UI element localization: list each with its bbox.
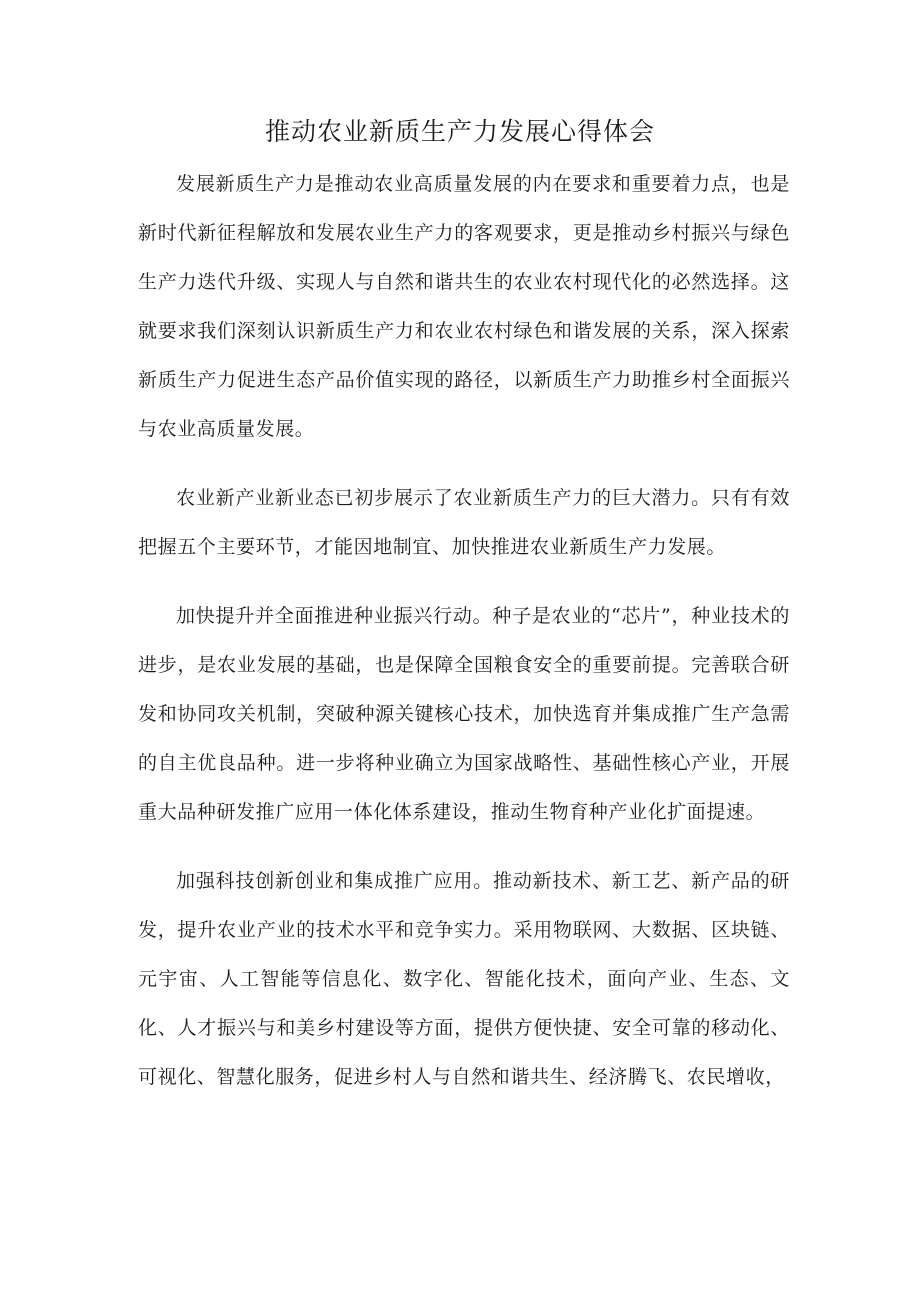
- document-body: [138, 160, 790, 1122]
- document-title: 推动农业新质生产力发展心得体会: [264, 117, 655, 146]
- paragraph-3: 加快提升并全面推进种业振兴行动。种子是农业的“芯片”，种业技术的进步，是农业发展的基础，也是保障全国粮食安全的重要前提。完善联合研发和协同攻关机制，突破种源关键核心技术，加快选育并集成推广生产急需的自主优良品种。进一步将种业确立为国家战略性、基础性核心产业，开展重大品种研发推广应用一体化体系建设，推动生物育种产业化扩面提速。: [138, 605, 790, 823]
- paragraph-4: 加强科技创新创业和集成推广应用。推动新技术、新工艺、新产品的研发，提升农业产业的技术水平和竞争实力。采用物联网、大数据、区块链、元宇宙、人工智能等信息化、数字化、智能化技术，面向产业、生态、文化、人才振兴与和美乡村建设等方面，提供方便快捷、安全可靠的移动化、可视化、智慧化服务，促进乡村人与自然和谐共生、经济腾飞、农民增收，: [138, 870, 790, 1088]
- paragraph-2: 农业新产业新业态已初步展示了农业新质生产力的巨大潜力。只有有效把握五个主要环节，才能因地制宜、加快推进农业新质生产力发展。: [138, 487, 790, 558]
- paragraph-1: 发展新质生产力是推动农业高质量发展的内在要求和重要着力点，也是新时代新征程解放和发展农业生产力的客观要求，更是推动乡村振兴与绿色生产力迭代升级、实现人与自然和谐共生的农业农村现代化的必然选择。这就要求我们深刻认识新质生产力和农业农村绿色和谐发展的关系，深入探索新质生产力促进生态产品价值实现的路径，以新质生产力助推乡村全面振兴与农业高质量发展。: [138, 173, 790, 440]
